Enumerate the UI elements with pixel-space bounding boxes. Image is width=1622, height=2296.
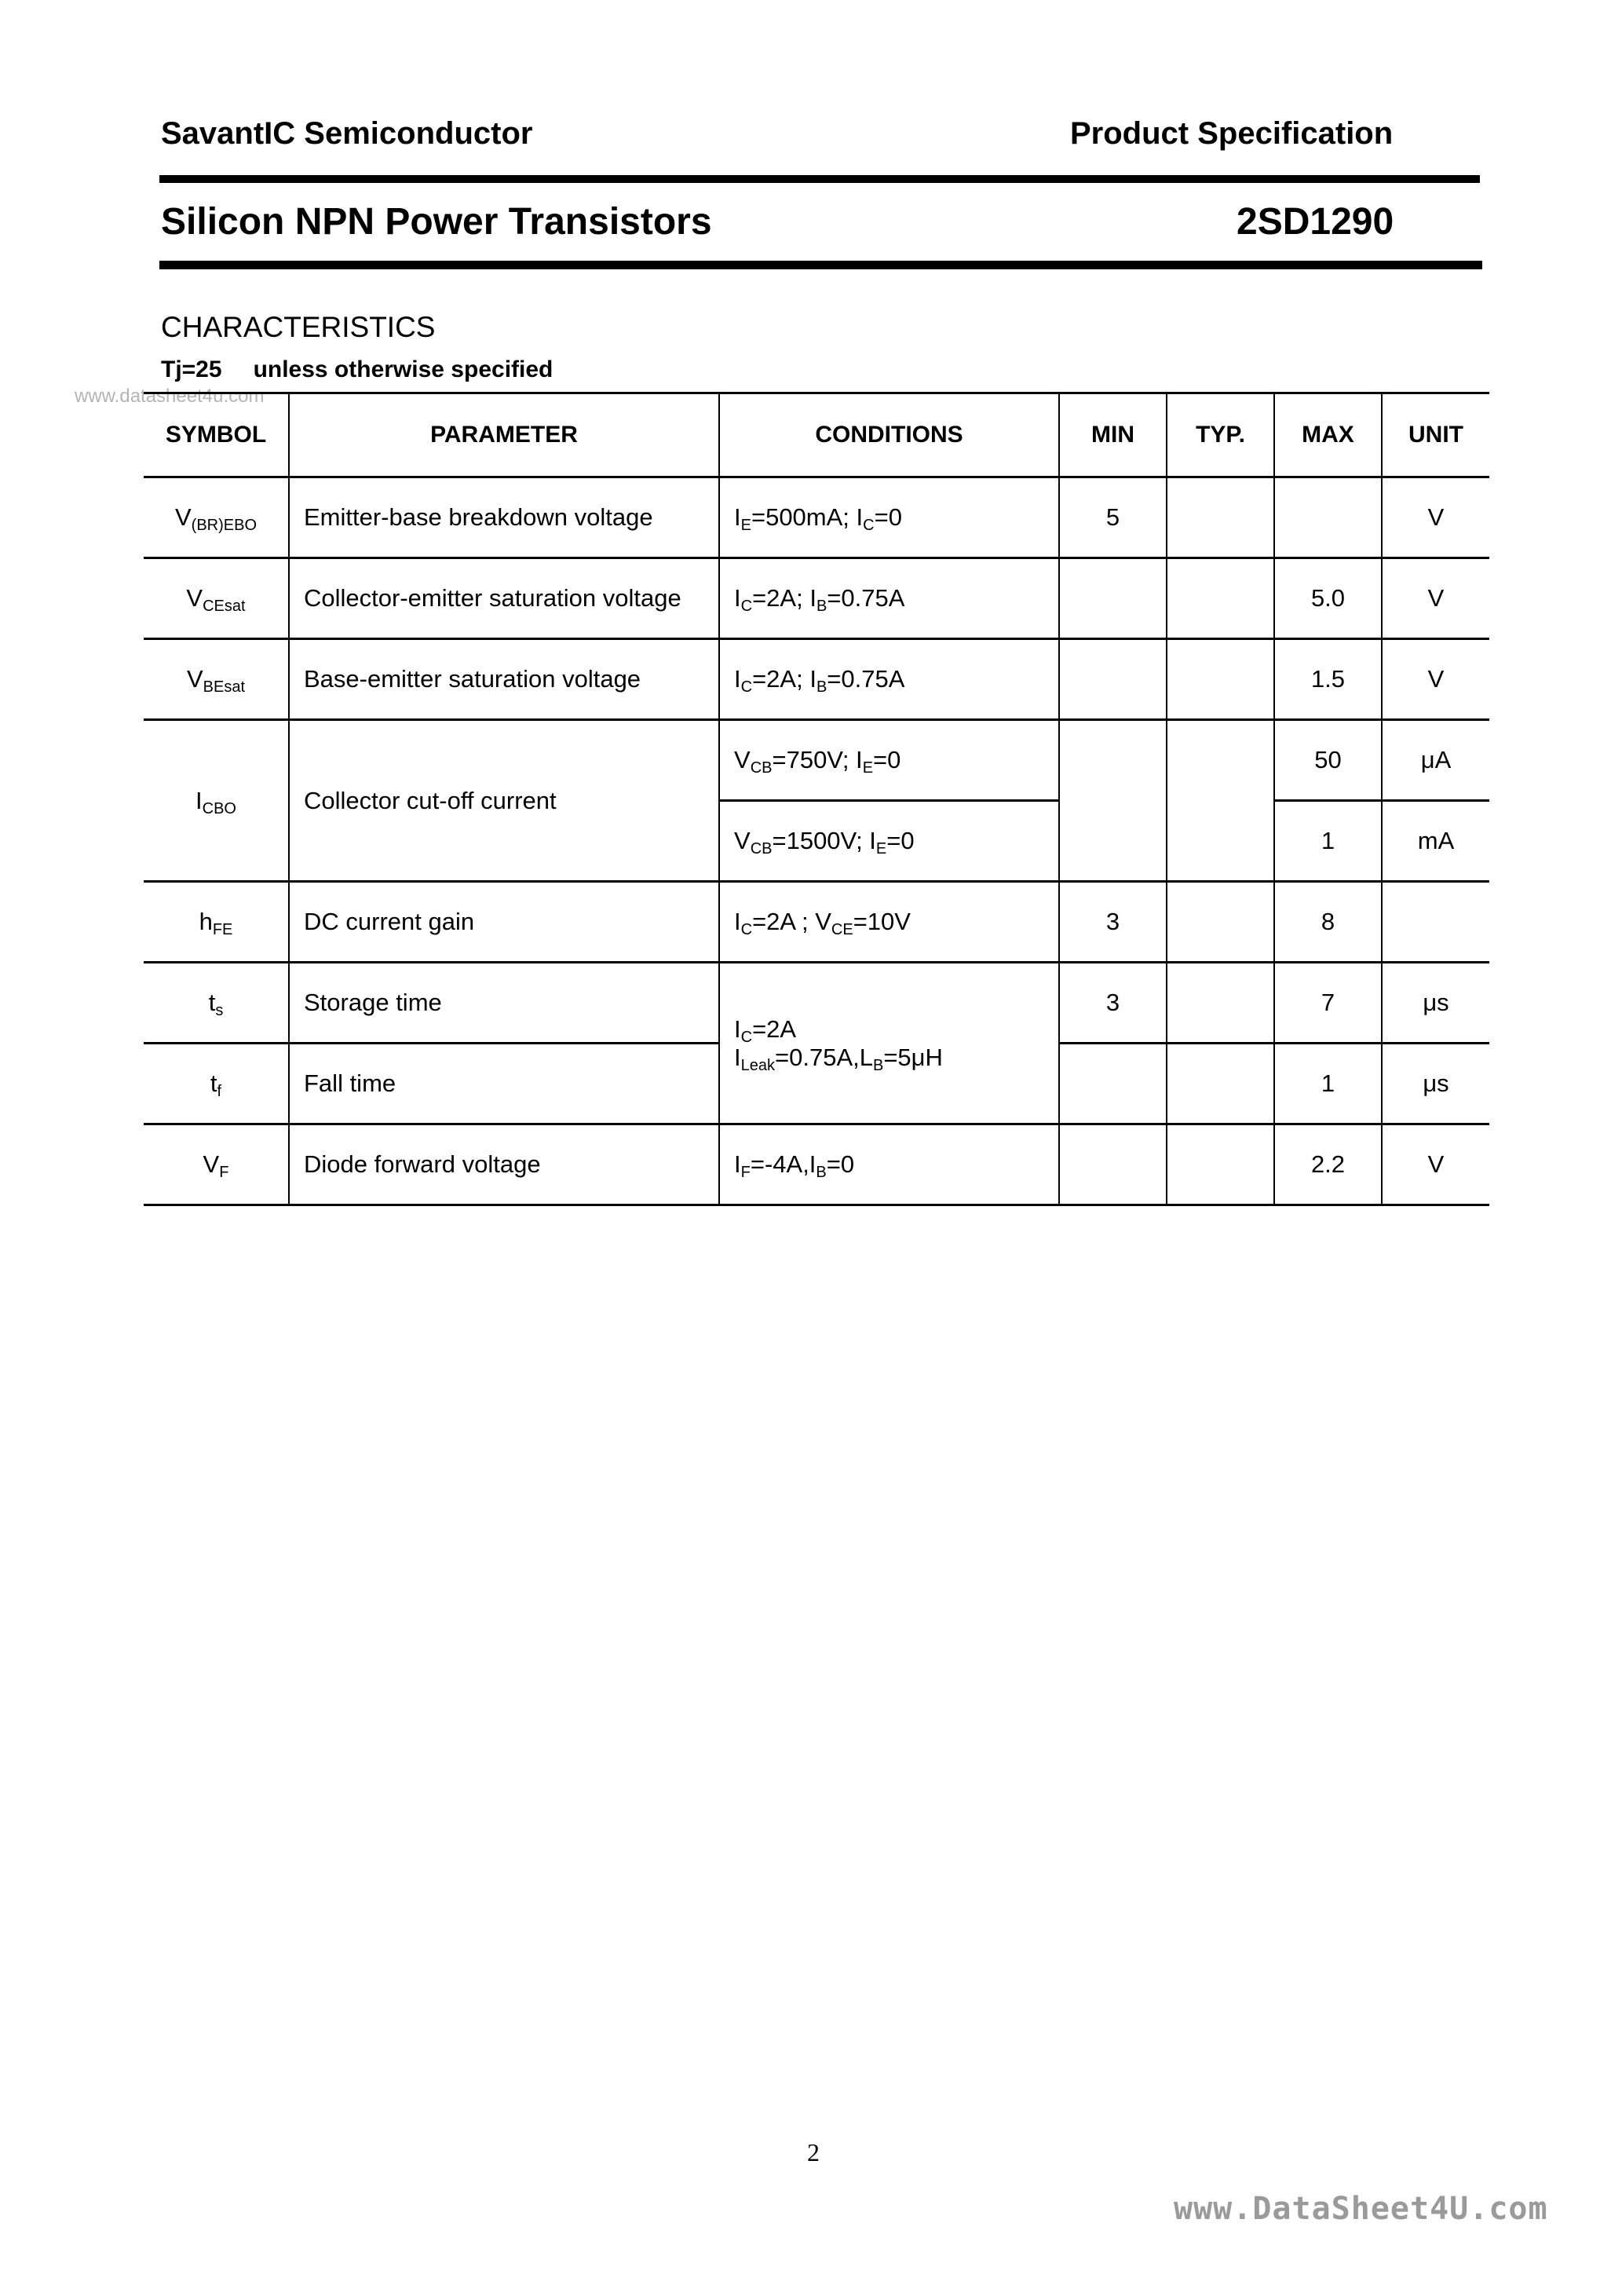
symbol-cell: $I_{CBO}$ bbox=[144, 720, 289, 882]
max-cell: 7 bbox=[1274, 963, 1382, 1044]
max-cell: 5.0 bbox=[1274, 558, 1382, 639]
conditions-cell: $I_C=2A$ ; $V_{CE}=10V$ bbox=[719, 882, 1059, 963]
col-max: MAX bbox=[1274, 393, 1382, 477]
unit-cell bbox=[1382, 882, 1489, 963]
unit-cell: V bbox=[1382, 558, 1489, 639]
col-conditions: CONDITIONS bbox=[719, 393, 1059, 477]
doc-type: Product Specification bbox=[1070, 116, 1394, 151]
typ-cell bbox=[1167, 477, 1274, 558]
parameter-cell: Fall time bbox=[289, 1044, 719, 1124]
parameter-cell: Base-emitter saturation voltage bbox=[289, 639, 719, 720]
min-cell bbox=[1059, 720, 1167, 882]
max-cell: 8 bbox=[1274, 882, 1382, 963]
unit-cell: V bbox=[1382, 1124, 1489, 1205]
switching-conditions-cell bbox=[719, 963, 1059, 1124]
min-cell bbox=[1059, 1044, 1167, 1124]
page-number: 2 bbox=[807, 2138, 820, 2166]
table-row bbox=[144, 558, 1489, 639]
typ-cell bbox=[1167, 639, 1274, 720]
conditions-cell: $I_E=500mA$; $I_C=0$ bbox=[719, 477, 1059, 558]
min-cell bbox=[1059, 558, 1167, 639]
condition-note: unless otherwise specified bbox=[253, 356, 553, 382]
watermark-small: www.datasheet4u.com bbox=[75, 386, 265, 407]
max-cell: 1 bbox=[1274, 801, 1382, 882]
max-cell: 2.2 bbox=[1274, 1124, 1382, 1205]
table-header-row bbox=[144, 393, 1489, 477]
conditions-cell: $V_{CB}=750V$; $I_E=0$ bbox=[719, 720, 1059, 801]
switching-cond-line2: $I_{Leak}=0.75A,L_B=5\mu H$ bbox=[734, 1043, 943, 1074]
parameter-cell: Collector cut-off current bbox=[289, 720, 719, 882]
switching-cond-line1: $I_C=2A$ bbox=[734, 1015, 797, 1046]
max-cell: 1 bbox=[1274, 1044, 1382, 1124]
header-rule-bottom bbox=[159, 261, 1482, 269]
typ-cell bbox=[1167, 1044, 1274, 1124]
symbol-cell: $V_{CEsat}$ bbox=[144, 558, 289, 639]
parameter-cell: DC current gain bbox=[289, 882, 719, 963]
table-row bbox=[144, 639, 1489, 720]
max-cell: 1.5 bbox=[1274, 639, 1382, 720]
min-cell: 5 bbox=[1059, 477, 1167, 558]
company-name: SavantIC Semiconductor bbox=[161, 116, 533, 151]
unit-cell: μA bbox=[1382, 720, 1489, 801]
section-title: CHARACTERISTICS bbox=[161, 311, 436, 343]
col-min: MIN bbox=[1059, 393, 1167, 477]
max-cell bbox=[1274, 477, 1382, 558]
symbol-cell: $t_f$ bbox=[144, 1044, 289, 1124]
typ-cell bbox=[1167, 963, 1274, 1044]
symbol-cell: $V_{(BR)EBO}$ bbox=[144, 477, 289, 558]
min-cell: 3 bbox=[1059, 963, 1167, 1044]
header-rule-top bbox=[159, 175, 1480, 183]
min-cell bbox=[1059, 1124, 1167, 1205]
unit-cell: V bbox=[1382, 639, 1489, 720]
col-symbol: SYMBOL bbox=[144, 393, 289, 477]
table-row bbox=[144, 1124, 1489, 1205]
parameter-cell: Emitter-base breakdown voltage bbox=[289, 477, 719, 558]
col-typ: TYP. bbox=[1167, 393, 1274, 477]
col-parameter: PARAMETER bbox=[289, 393, 719, 477]
typ-cell bbox=[1167, 882, 1274, 963]
unit-cell: V bbox=[1382, 477, 1489, 558]
conditions-cell: $I_F=-4A,I_B=0$ bbox=[719, 1124, 1059, 1205]
min-cell: 3 bbox=[1059, 882, 1167, 963]
table-row bbox=[144, 882, 1489, 963]
product-family: Silicon NPN Power Transistors bbox=[161, 201, 712, 243]
typ-cell bbox=[1167, 558, 1274, 639]
unit-cell: mA bbox=[1382, 801, 1489, 882]
conditions-cell: $I_C=2A$; $I_B=0.75A$ bbox=[719, 558, 1059, 639]
typ-cell bbox=[1167, 1124, 1274, 1205]
symbol-cell: $V_{BEsat}$ bbox=[144, 639, 289, 720]
col-unit: UNIT bbox=[1382, 393, 1489, 477]
table-row bbox=[144, 720, 1489, 801]
table-row bbox=[144, 963, 1489, 1044]
test-condition bbox=[161, 356, 553, 383]
parameter-cell: Storage time bbox=[289, 963, 719, 1044]
parameter-cell: Collector-emitter saturation voltage bbox=[289, 558, 719, 639]
part-number: 2SD1290 bbox=[1237, 201, 1394, 243]
symbol-cell: $t_s$ bbox=[144, 963, 289, 1044]
symbol-cell: $V_F$ bbox=[144, 1124, 289, 1205]
unit-cell: μs bbox=[1382, 1044, 1489, 1124]
max-cell: 50 bbox=[1274, 720, 1382, 801]
symbol-cell: $h_{FE}$ bbox=[144, 882, 289, 963]
watermark-footer: www.DataSheet4U.com bbox=[1174, 2191, 1548, 2227]
condition-temp: Tj=25 bbox=[161, 356, 222, 382]
table-row bbox=[144, 477, 1489, 558]
characteristics-table bbox=[144, 392, 1489, 1206]
parameter-cell: Diode forward voltage bbox=[289, 1124, 719, 1205]
conditions-cell: $I_C=2A$; $I_B=0.75A$ bbox=[719, 639, 1059, 720]
conditions-cell: $V_{CB}=1500V$; $I_E=0$ bbox=[719, 801, 1059, 882]
unit-cell: μs bbox=[1382, 963, 1489, 1044]
min-cell bbox=[1059, 639, 1167, 720]
typ-cell bbox=[1167, 720, 1274, 882]
